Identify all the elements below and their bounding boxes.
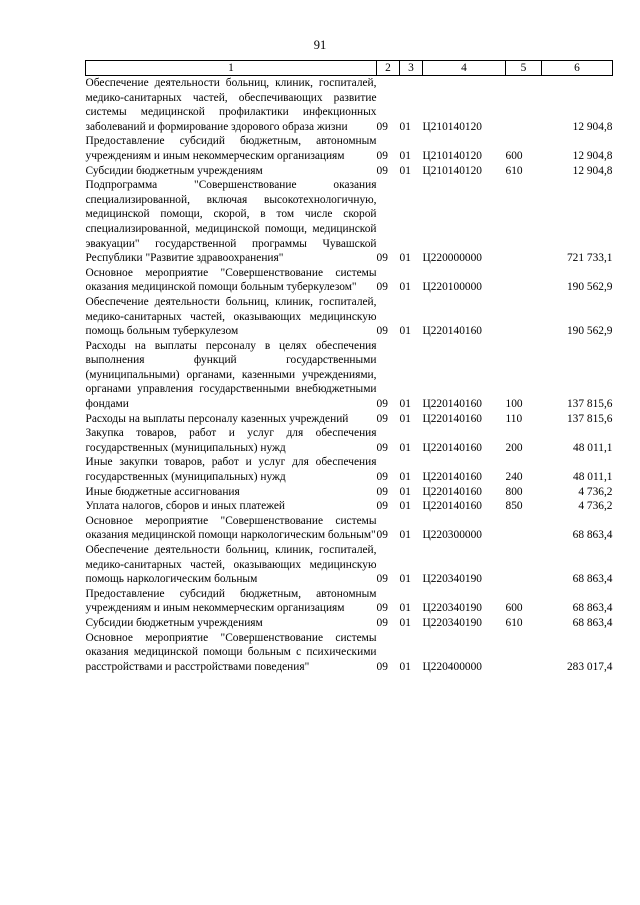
row-expense-type: 100 — [505, 398, 523, 411]
row-amount: 48 011,1 — [573, 441, 613, 454]
row-subsection: 01 — [399, 529, 411, 542]
table-row — [86, 412, 613, 427]
row-expense-type: 600 — [505, 149, 523, 162]
row-amount: 283 017,4 — [566, 660, 613, 673]
table-row — [86, 178, 613, 266]
row-expense-type: 850 — [505, 500, 523, 513]
table-row — [86, 76, 613, 135]
header-col-6: 6 — [542, 61, 613, 76]
table-row — [86, 266, 613, 295]
row-subsection: 01 — [399, 149, 411, 162]
row-target-article: Ц210140120 — [422, 164, 482, 177]
table-row — [86, 514, 613, 543]
row-target-article: Ц220100000 — [422, 281, 482, 294]
row-amount: 68 863,4 — [572, 529, 613, 542]
row-subsection: 01 — [399, 281, 411, 294]
header-col-1: 1 — [86, 61, 377, 76]
row-amount: 190 562,9 — [566, 281, 613, 294]
row-section: 09 — [376, 485, 388, 498]
row-subsection: 01 — [399, 500, 411, 513]
row-target-article: Ц220140160 — [422, 485, 482, 498]
row-name: Предоставление субсидий бюджетным, автономным учреждениям и иным некоммерческим организациям — [85, 135, 377, 162]
row-section: 09 — [376, 441, 388, 454]
row-target-article: Ц220140160 — [422, 325, 482, 338]
page-number: 91 — [313, 38, 327, 52]
row-target-article: Ц210140120 — [422, 149, 482, 162]
table-row — [86, 587, 613, 616]
row-expense-type — [506, 178, 542, 266]
header-col-2: 2 — [377, 61, 400, 76]
row-amount: 137 815,6 — [566, 398, 613, 411]
row-amount: 68 863,4 — [572, 573, 613, 586]
row-amount: 12 904,8 — [572, 164, 613, 177]
row-name: Уплата налогов, сборов и иных платежей — [85, 500, 285, 513]
table-body — [86, 76, 613, 675]
row-name: Основное мероприятие "Совершенствование системы оказания медицинской помощи больным с психическими расстройствами и расстройствами поведения" — [85, 631, 377, 673]
row-section: 09 — [376, 164, 388, 177]
row-subsection: 01 — [399, 398, 411, 411]
row-expense-type — [506, 266, 542, 295]
row-amount: 4 736,2 — [578, 485, 613, 498]
row-section: 09 — [376, 252, 388, 265]
table-row — [86, 164, 613, 179]
table-row — [86, 499, 613, 514]
row-section: 09 — [376, 500, 388, 513]
row-section: 09 — [376, 573, 388, 586]
row-expense-type — [506, 514, 542, 543]
row-name: Обеспечение деятельности больниц, клиник, госпиталей, медико-санитарных частей, оказывающих медицинскую помощь больным туберкулезом — [85, 295, 377, 338]
row-subsection: 01 — [399, 325, 411, 338]
row-name: Расходы на выплаты персоналу в целях обеспечения выполнения функций государственными (муниципальными) органами, казенными учреждениями, органами управления государственными внебюджетными фондами — [85, 339, 377, 411]
row-section: 09 — [376, 281, 388, 294]
budget-table — [85, 60, 613, 674]
row-amount: 190 562,9 — [566, 325, 613, 338]
row-section: 09 — [376, 471, 388, 484]
row-target-article: Ц220300000 — [422, 529, 482, 542]
row-amount: 12 904,8 — [572, 149, 613, 162]
row-subsection: 01 — [399, 120, 411, 133]
row-name: Основное мероприятие "Совершенствование системы оказания медицинской помощи наркологическим больным" — [85, 514, 377, 542]
row-expense-type: 240 — [505, 471, 523, 484]
row-expense-type: 610 — [505, 164, 523, 177]
table-row — [86, 426, 613, 455]
row-amount: 68 863,4 — [572, 602, 613, 615]
row-section: 09 — [376, 602, 388, 615]
row-name: Субсидии бюджетным учреждениям — [85, 164, 263, 177]
row-expense-type — [506, 295, 542, 339]
row-subsection: 01 — [399, 164, 411, 177]
row-name: Иные закупки товаров, работ и услуг для обеспечения государственных (муниципальных) нужд — [85, 456, 377, 484]
row-target-article: Ц220140160 — [422, 441, 482, 454]
row-expense-type: 200 — [505, 441, 523, 454]
row-name: Предоставление субсидий бюджетным, автономным учреждениям и иным некоммерческим организациям — [85, 587, 377, 615]
row-target-article: Ц220000000 — [422, 252, 482, 265]
row-amount: 137 815,6 — [566, 412, 613, 425]
table-row — [86, 485, 613, 500]
row-section: 09 — [376, 660, 388, 673]
header-col-5: 5 — [506, 61, 542, 76]
row-target-article: Ц220340190 — [422, 602, 482, 615]
row-section: 09 — [376, 412, 388, 425]
row-section: 09 — [376, 616, 388, 629]
header-col-4: 4 — [423, 61, 506, 76]
row-target-article: Ц220140160 — [422, 471, 482, 484]
row-name: Закупка товаров, работ и услуг для обеспечения государственных (муниципальных) нужд — [85, 427, 377, 454]
row-name: Основное мероприятие "Совершенствование системы оказания медицинской помощи больным туберкулезом" — [85, 266, 377, 294]
table-row — [86, 631, 613, 675]
row-target-article: Ц220140160 — [422, 398, 482, 411]
row-name: Обеспечение деятельности больниц, клиник, госпиталей, медико-санитарных частей, обеспечивающих развитие системы медицинской профилактики инфекционных заболеваний и формирование здорового образа жизни — [85, 77, 377, 133]
row-section: 09 — [376, 120, 388, 133]
row-subsection: 01 — [399, 252, 411, 265]
row-subsection: 01 — [399, 573, 411, 586]
table-row — [86, 295, 613, 339]
row-subsection: 01 — [399, 660, 411, 673]
row-name: Обеспечение деятельности больниц, клиник, госпиталей, медико-санитарных частей, оказывающих медицинскую помощь наркологическим больным — [85, 544, 377, 586]
row-subsection: 01 — [399, 602, 411, 615]
table-header-row — [86, 61, 613, 76]
row-section: 09 — [376, 149, 388, 162]
row-name: Иные бюджетные ассигнования — [85, 485, 240, 498]
row-section: 09 — [376, 398, 388, 411]
row-expense-type — [506, 76, 542, 135]
row-subsection: 01 — [399, 412, 411, 425]
row-expense-type — [506, 543, 542, 587]
row-section: 09 — [376, 529, 388, 542]
row-section: 09 — [376, 325, 388, 338]
row-target-article: Ц220340190 — [422, 573, 482, 586]
row-name: Субсидии бюджетным учреждениям — [85, 616, 263, 629]
row-subsection: 01 — [399, 485, 411, 498]
row-amount: 48 011,1 — [573, 471, 613, 484]
row-amount: 4 736,2 — [578, 500, 613, 513]
table-row — [86, 616, 613, 631]
row-amount: 68 863,4 — [572, 616, 613, 629]
table-row — [86, 543, 613, 587]
row-subsection: 01 — [399, 441, 411, 454]
row-subsection: 01 — [399, 471, 411, 484]
row-expense-type: 800 — [505, 485, 523, 498]
table-row — [86, 455, 613, 484]
row-target-article: Ц220140160 — [422, 500, 482, 513]
table-row — [86, 339, 613, 412]
row-target-article: Ц220400000 — [422, 660, 482, 673]
row-target-article: Ц220140160 — [422, 412, 482, 425]
row-expense-type: 610 — [505, 616, 523, 629]
row-expense-type: 600 — [505, 602, 523, 615]
row-target-article: Ц220340190 — [422, 616, 482, 629]
row-name: Расходы на выплаты персоналу казенных учреждений — [85, 412, 349, 425]
row-target-article: Ц210140120 — [422, 120, 482, 133]
row-amount: 12 904,8 — [572, 120, 613, 133]
row-subsection: 01 — [399, 616, 411, 629]
row-expense-type: 110 — [505, 412, 523, 425]
row-amount: 721 733,1 — [566, 252, 613, 265]
row-name: Подпрограмма "Совершенствование оказания специализированной, включая высокотехнологичную, медицинской помощи, скорой, в том числе скорой специализированной, медицинской помощи, медицинской эвакуации" государственной программы Чувашской Республики "Развитие здравоохранения" — [85, 179, 377, 265]
table-row — [86, 134, 613, 163]
row-expense-type — [506, 631, 542, 675]
header-col-3: 3 — [400, 61, 423, 76]
